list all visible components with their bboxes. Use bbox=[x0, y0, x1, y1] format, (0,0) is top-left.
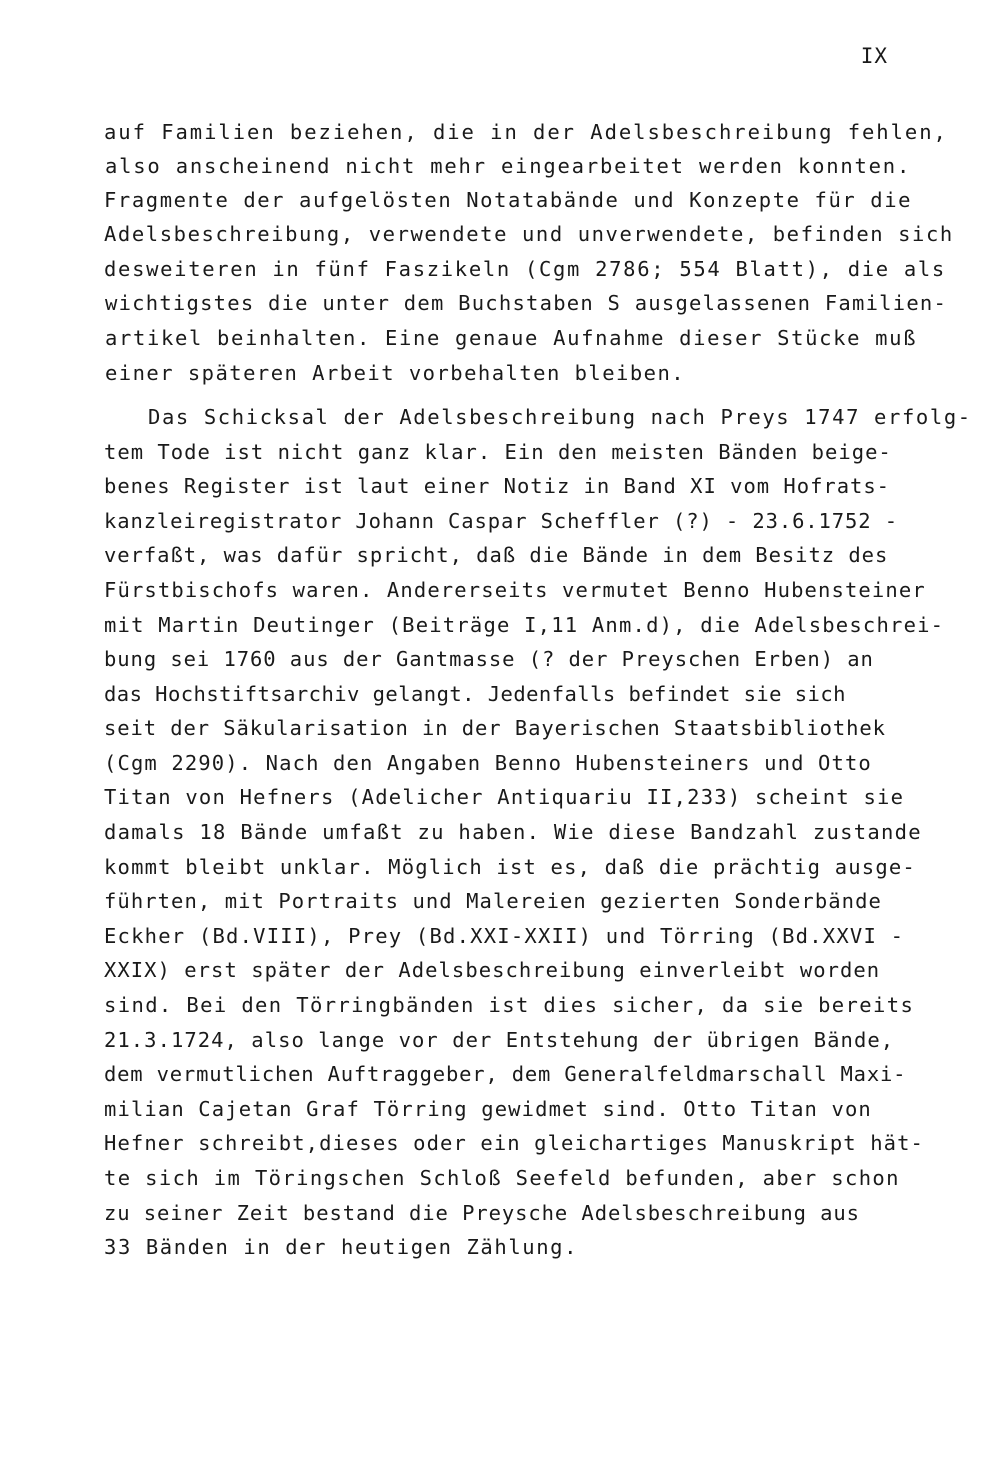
text-line: desweiteren in fünf Faszikeln (Cgm 2786; 554 Blatt), die als bbox=[104, 257, 946, 281]
text-line: Fürstbischofs waren. Andererseits vermutet Benno Hubensteiner bbox=[104, 578, 926, 602]
text-line: mit Martin Deutinger (Beiträge I,11 Anm.d), die Adelsbeschrei- bbox=[104, 613, 945, 637]
text-line: Eckher (Bd.VIII), Prey (Bd.XXI-XXII) und Törring (Bd.XXVI - bbox=[104, 924, 905, 948]
text-line: tem Tode ist nicht ganz klar. Ein den meisten Bänden beige- bbox=[104, 440, 892, 464]
text-line: sind. Bei den Törringbänden ist dies sicher, da sie bereits bbox=[104, 993, 915, 1017]
text-line: Fragmente der aufgelösten Notatabände und Konzepte für die bbox=[104, 188, 913, 212]
text-line: bung sei 1760 aus der Gantmasse (? der Preyschen Erben) an bbox=[104, 647, 874, 671]
text-line: das Hochstiftsarchiv gelangt. Jedenfalls befindet sie sich bbox=[104, 682, 846, 706]
text-line: 21.3.1724, also lange vor der Entstehung der übrigen Bände, bbox=[104, 1028, 895, 1052]
page-number: IX bbox=[860, 44, 888, 68]
text-line: artikel beinhalten. Eine genaue Aufnahme dieser Stücke muß bbox=[105, 326, 918, 350]
text-line: Titan von Hefners (Adelicher Antiquariu II,233) scheint sie bbox=[104, 785, 905, 809]
text-line: 33 Bänden in der heutigen Zählung. bbox=[104, 1235, 579, 1259]
text-line: einer späteren Arbeit vorbehalten bleiben. bbox=[105, 361, 686, 385]
text-line: Hefner schreibt,dieses oder ein gleichartiges Manuskript hät- bbox=[104, 1131, 924, 1155]
text-line: (Cgm 2290). Nach den Angaben Benno Hubensteiners und Otto bbox=[104, 751, 872, 775]
text-line: wichtigstes die unter dem Buchstaben S ausgelassenen Familien- bbox=[105, 291, 948, 315]
text-line: auf Familien beziehen, die in der Adelsbeschreibung fehlen, bbox=[104, 120, 948, 144]
text-line: verfaßt, was dafür spricht, daß die Bände in dem Besitz des bbox=[104, 543, 889, 567]
text-line: dem vermutlichen Auftraggeber, dem Generalfeldmarschall Maxi- bbox=[104, 1062, 907, 1086]
text-line: damals 18 Bände umfaßt zu haben. Wie diese Bandzahl zustande bbox=[104, 820, 922, 844]
text-line: kanzleiregistrator Johann Caspar Scheffler (?) - 23.6.1752 - bbox=[104, 509, 898, 533]
text-line: kommt bleibt unklar. Möglich ist es, daß die prächtig ausge- bbox=[104, 855, 916, 879]
text-line: zu seiner Zeit bestand die Preysche Adelsbeschreibung aus bbox=[104, 1201, 860, 1225]
text-line: milian Cajetan Graf Törring gewidmet sind. Otto Titan von bbox=[104, 1097, 872, 1121]
text-line: te sich im Töringschen Schloß Seefeld befunden, aber schon bbox=[104, 1166, 900, 1190]
text-line: seit der Säkularisation in der Bayerischen Staatsbibliothek bbox=[104, 716, 886, 740]
text-line: benes Register ist laut einer Notiz in Band XI vom Hofrats- bbox=[104, 474, 891, 498]
text-line: führten, mit Portraits und Malereien gezierten Sonderbände bbox=[104, 889, 882, 913]
text-line: also anscheinend nicht mehr eingearbeitet werden konnten. bbox=[105, 154, 912, 178]
text-line: XXIX) erst später der Adelsbeschreibung einverleibt worden bbox=[104, 958, 881, 982]
text-line: Das Schicksal der Adelsbeschreibung nach Preys 1747 erfolg- bbox=[148, 405, 972, 429]
text-line: Adelsbeschreibung, verwendete und unverwendete, befinden sich bbox=[104, 222, 954, 246]
